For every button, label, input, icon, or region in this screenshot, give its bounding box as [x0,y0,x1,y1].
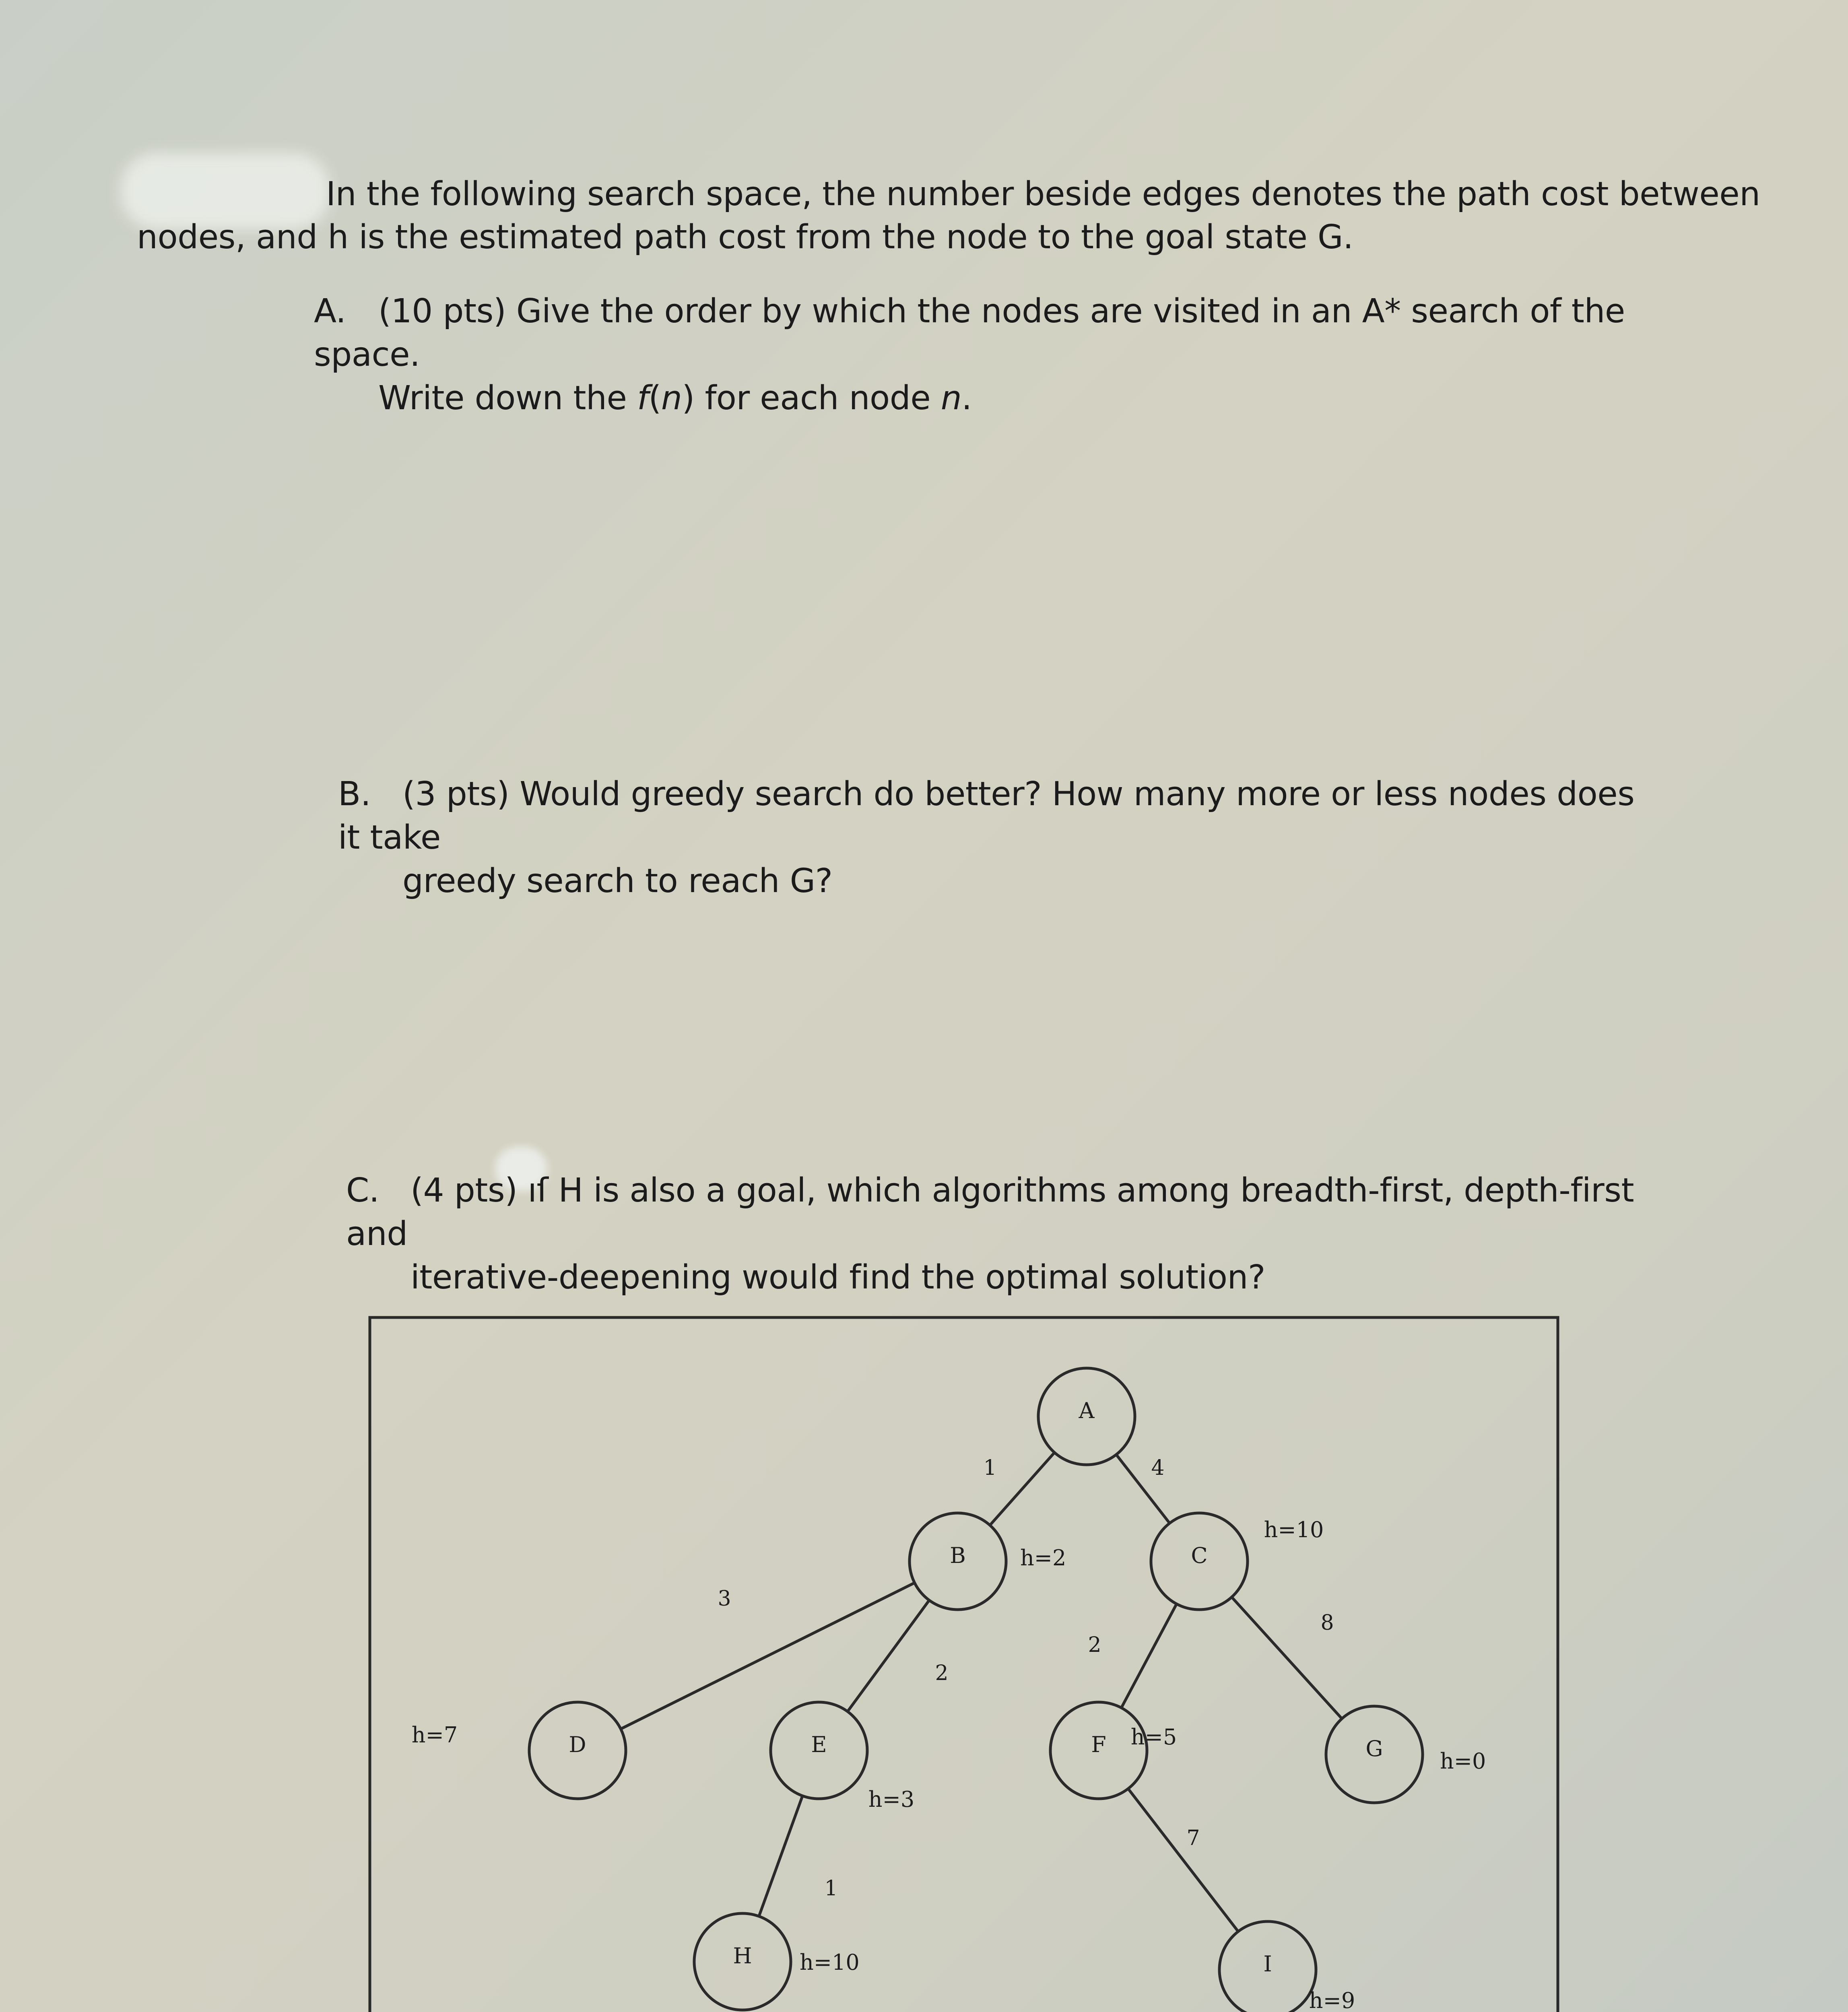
question-c-smudge: ıſ [528,1171,548,1210]
question-a-line-2-mid: for each node [694,379,941,418]
edge-cost-a-b: 1 [983,1456,997,1480]
node-label-i: I [1263,1951,1272,1977]
node-label-a: A [1079,1398,1095,1423]
question-a-period: . [961,379,972,418]
heuristic-c: h=10 [1264,1517,1324,1542]
question-a-letter: A. [314,292,346,330]
edge-cost-c-f: 2 [1088,1633,1101,1657]
edge-cost-e-h: 1 [824,1876,838,1901]
question-b-line-1: Would greedy search do better? How many more or less nodes does it take [338,775,1635,857]
question-a-line-1: Give the order by which the nodes are visited in an A* search of the space. [314,292,1625,374]
question-b-line-2: greedy search to reach G? [402,862,833,901]
edge-cost-b-d: 3 [718,1587,731,1611]
question-a-close-paren: ) [682,379,695,418]
question-a [314,290,1642,421]
edge-a-b [990,1453,1055,1525]
figure-border [370,1317,1558,2012]
question-c-letter: C. [346,1171,380,1210]
question-b-points: (3 pts) [402,775,509,813]
heuristic-h: h=10 [800,1950,860,1975]
question-c [346,1169,1650,1300]
question-b [338,773,1646,903]
question-a-open-paren: ( [648,379,661,418]
edge-cost-a-c: 4 [1151,1456,1165,1480]
edge-cost-b-e: 2 [935,1661,949,1685]
edge-b-d [621,1583,914,1729]
question-a-node-symbol: n [941,379,962,418]
labels-layer [412,1398,1486,2012]
heuristic-b: h=2 [1020,1545,1066,1571]
node-label-b: B [950,1543,966,1568]
intro-line-2: nodes, and h is the estimated path cost from the node to the goal state G. [137,218,1353,256]
intro-paragraph [137,173,1760,259]
heuristic-e: h=3 [868,1787,915,1812]
edge-c-f [1121,1604,1176,1708]
question-a-f-symbol: f [637,379,649,418]
question-c-points: (4 pts) [410,1171,518,1210]
question-a-points: (10 pts) [378,292,506,330]
question-b-letter: B. [338,775,371,813]
edge-b-e [848,1600,929,1712]
question-c-line-1: H is also a goal, which algorithms among breadth-first, depth-first and [346,1171,1634,1253]
edge-f-i [1128,1789,1238,1932]
node-label-e: E [811,1732,827,1757]
node-label-d: D [569,1732,586,1757]
heuristic-g: h=0 [1440,1748,1486,1774]
node-label-g: G [1365,1736,1383,1761]
question-a-line-2-pre: Write down the [378,379,637,418]
heuristic-f: h=5 [1130,1724,1177,1750]
node-label-c: C [1191,1543,1208,1568]
edge-cost-c-g: 8 [1320,1611,1334,1635]
question-c-line-2: iterative-deepening would find the optimal solution? [410,1258,1265,1297]
heuristic-i: h=9 [1309,1988,1355,2012]
question-a-line-2 [314,377,1642,420]
node-label-h: H [733,1943,752,1969]
heuristic-d: h=7 [411,1722,458,1748]
nodes-layer [529,1368,1423,2012]
edge-cost-f-i: 7 [1186,1826,1200,1850]
edge-e-h [759,1796,802,1916]
search-graph-figure [368,1316,1559,2012]
question-a-n-symbol: n [661,379,682,418]
search-graph [368,1316,1559,2012]
node-label-f: F [1091,1732,1106,1757]
edges-layer [621,1453,1342,1932]
intro-line-1: In the following search space, the number beside edges denotes the path cost between [326,175,1760,213]
